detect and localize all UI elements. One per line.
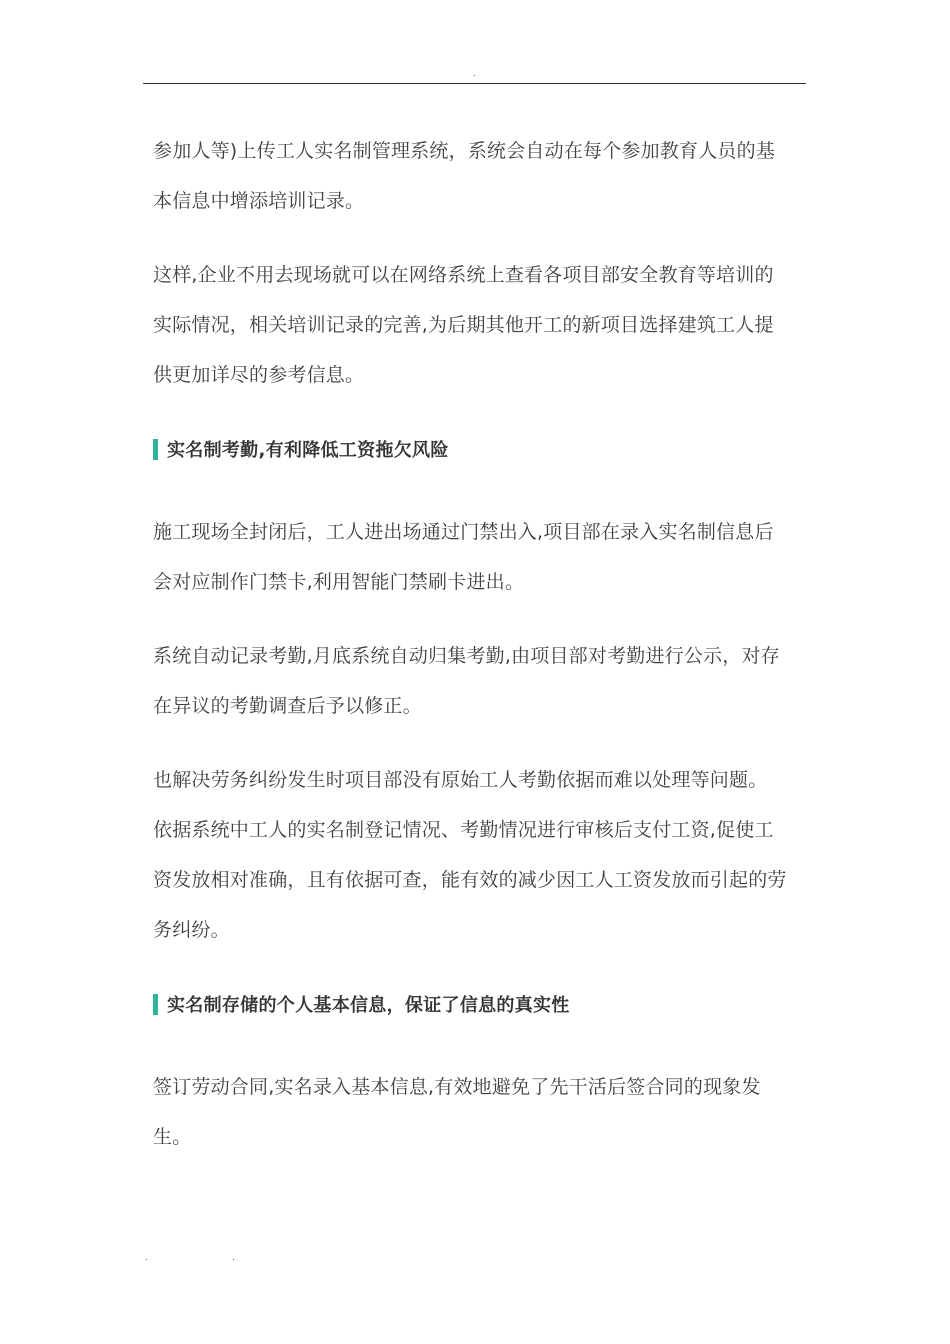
paragraph-2: 这样,企业不用去现场就可以在网络系统上查看各项目部安全教育等培训的 实际情况，相关培训记录的完善,为后期其他开工的新项目选择建筑工人提 供更加详尽的参考信息。 (153, 264, 774, 386)
paragraph-1: 参加人等)上传工人实名制管理系统，系统会自动在每个参加教育人员的基 本信息中增添培训记录。 (153, 140, 776, 212)
header-mark: . (473, 69, 476, 79)
section-heading-info (153, 979, 813, 1029)
section-heading-attendance (153, 424, 813, 474)
paragraph-3: 施工现场全封闭后，工人进出场通过门禁出入,项目部在录入实名制信息后 会对应制作门禁卡,利用智能门禁刷卡进出。 (153, 521, 774, 593)
heading-accent-bar (153, 439, 158, 460)
header-rule (143, 83, 806, 84)
paragraph-6: 签订劳动合同,实名录入基本信息,有效地避免了先干活后签合同的现象发 生。 (153, 1076, 761, 1148)
heading-accent-bar (153, 994, 158, 1015)
footer-mark-right: . (232, 1253, 235, 1263)
document-body (153, 126, 813, 1186)
footer-mark-left: . (145, 1253, 148, 1263)
paragraph-5: 也解决劳务纠纷发生时项目部没有原始工人考勤依据而难以处理等问题。 依据系统中工人的实名制登记情况、考勤情况进行审核后支付工资,促使工 资发放相对准确，且有依据可查，能有效的减少因工人工资发放而引起的劳 务纠纷。 (153, 769, 787, 941)
heading-text: 实名制考勤,有利降低工资拖欠风险 (167, 440, 449, 461)
paragraph-4: 系统自动记录考勤,月底系统自动归集考勤,由项目部对考勤进行公示，对存 在异议的考勤调查后予以修正。 (153, 645, 780, 717)
heading-text: 实名制存储的个人基本信息，保证了信息的真实性 (167, 995, 570, 1016)
